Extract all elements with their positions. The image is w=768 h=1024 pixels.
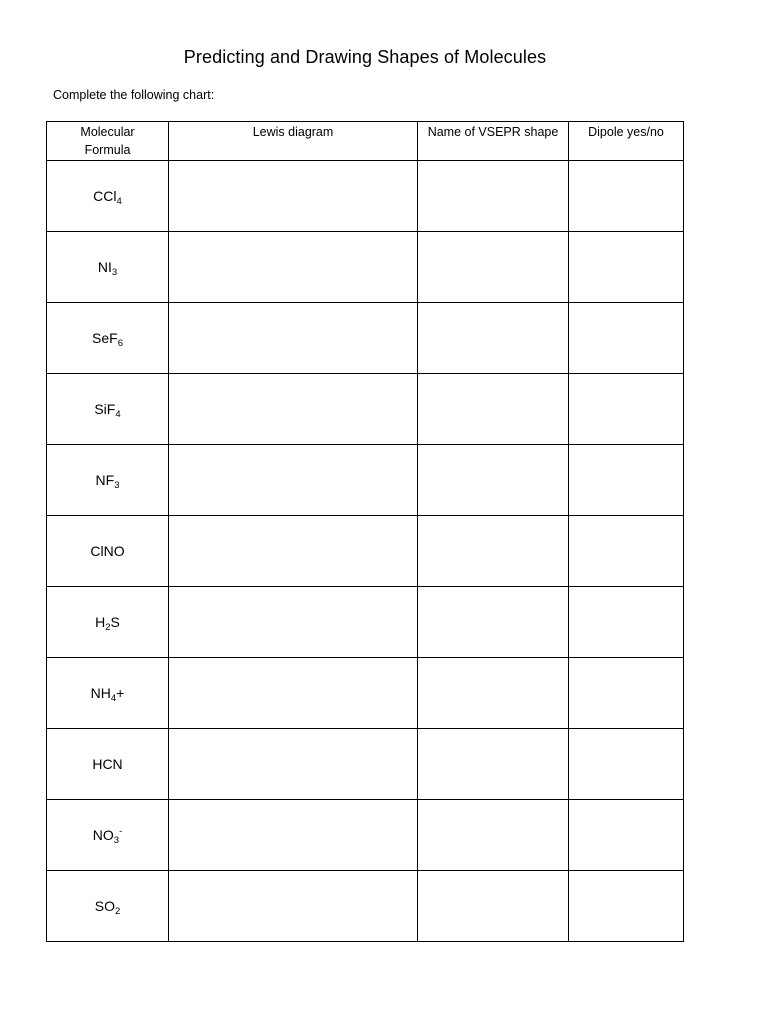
header-dipole: Dipole yes/no: [569, 122, 684, 161]
lewis-diagram-cell[interactable]: [169, 161, 418, 232]
instruction-text: Complete the following chart:: [53, 88, 215, 102]
lewis-diagram-cell[interactable]: [169, 374, 418, 445]
header-formula-line2: Formula: [84, 143, 131, 157]
dipole-cell[interactable]: [569, 303, 684, 374]
vsepr-shape-cell[interactable]: [418, 445, 569, 516]
lewis-diagram-cell[interactable]: [169, 800, 418, 871]
vsepr-shape-cell[interactable]: [418, 800, 569, 871]
formula-base: NF: [95, 472, 115, 488]
table-row: [47, 445, 684, 516]
lewis-diagram-cell[interactable]: [169, 232, 418, 303]
formula-base: SO: [94, 898, 115, 914]
lewis-diagram-cell[interactable]: [169, 303, 418, 374]
molecular-formula-cell: [47, 374, 169, 445]
formula-sub: 6: [117, 338, 123, 349]
molecular-formula-cell: [47, 587, 169, 658]
table-row: [47, 303, 684, 374]
header-molecular-formula: [47, 122, 169, 161]
formula-base: SeF: [92, 330, 118, 346]
vsepr-shape-cell[interactable]: [418, 232, 569, 303]
formula-sub: 3: [114, 480, 120, 491]
formula-tail: +: [116, 685, 125, 701]
header-vsepr-shape: Name of VSEPR shape: [418, 122, 569, 161]
dipole-cell[interactable]: [569, 161, 684, 232]
lewis-diagram-cell[interactable]: [169, 445, 418, 516]
formula-sub: 4: [110, 693, 117, 704]
table-row: [47, 374, 684, 445]
lewis-diagram-cell[interactable]: [169, 871, 418, 942]
molecule-chart-table: [46, 121, 684, 942]
dipole-cell[interactable]: [569, 587, 684, 658]
table-row: [47, 161, 684, 232]
lewis-diagram-cell[interactable]: [169, 658, 418, 729]
formula-base: NH: [90, 685, 111, 701]
molecular-formula-cell: [47, 303, 169, 374]
formula-base: HCN: [92, 756, 123, 772]
molecular-formula-cell: [47, 232, 169, 303]
molecular-formula-cell: [47, 800, 169, 871]
formula-base: NI: [97, 259, 112, 275]
table-header-row: [47, 122, 684, 161]
formula-sub: 4: [116, 196, 122, 207]
vsepr-shape-cell[interactable]: [418, 303, 569, 374]
formula-base: H: [95, 614, 106, 630]
dipole-cell[interactable]: [569, 658, 684, 729]
header-formula-line1: Molecular: [80, 125, 135, 139]
molecular-formula-cell: [47, 445, 169, 516]
lewis-diagram-cell[interactable]: [169, 516, 418, 587]
dipole-cell[interactable]: [569, 729, 684, 800]
vsepr-shape-cell[interactable]: [418, 658, 569, 729]
table-row: [47, 232, 684, 303]
header-lewis-diagram: Lewis diagram: [169, 122, 418, 161]
vsepr-shape-cell[interactable]: [418, 374, 569, 445]
vsepr-shape-cell[interactable]: [418, 729, 569, 800]
vsepr-shape-cell[interactable]: [418, 161, 569, 232]
dipole-cell[interactable]: [569, 871, 684, 942]
formula-base: SiF: [94, 401, 116, 417]
dipole-cell[interactable]: [569, 800, 684, 871]
molecular-formula-cell: [47, 658, 169, 729]
formula-sup: -: [119, 826, 123, 837]
lewis-diagram-cell[interactable]: [169, 729, 418, 800]
molecular-formula-cell: [47, 729, 169, 800]
table-row: [47, 587, 684, 658]
vsepr-shape-cell[interactable]: [418, 871, 569, 942]
vsepr-shape-cell[interactable]: [418, 516, 569, 587]
dipole-cell[interactable]: [569, 445, 684, 516]
table-row: [47, 800, 684, 871]
table-row: [47, 658, 684, 729]
molecular-formula-cell: [47, 871, 169, 942]
formula-base: NO: [92, 827, 114, 843]
table-row: [47, 871, 684, 942]
dipole-cell[interactable]: [569, 232, 684, 303]
dipole-cell[interactable]: [569, 516, 684, 587]
molecular-formula-cell: [47, 516, 169, 587]
formula-sub: 4: [115, 409, 121, 420]
table-body: [47, 161, 684, 942]
formula-base: ClNO: [90, 543, 125, 559]
molecular-formula-cell: [47, 161, 169, 232]
formula-sub: 2: [105, 622, 111, 633]
dipole-cell[interactable]: [569, 374, 684, 445]
page-title: Predicting and Drawing Shapes of Molecules: [183, 47, 547, 67]
formula-tail: S: [110, 614, 120, 630]
table-row: [47, 729, 684, 800]
vsepr-shape-cell[interactable]: [418, 587, 569, 658]
formula-sub: 2: [114, 906, 121, 917]
formula-sub: 3: [111, 267, 118, 278]
lewis-diagram-cell[interactable]: [169, 587, 418, 658]
formula-sub: 3: [113, 835, 120, 846]
formula-base: CCl: [93, 188, 117, 204]
table-row: [47, 516, 684, 587]
